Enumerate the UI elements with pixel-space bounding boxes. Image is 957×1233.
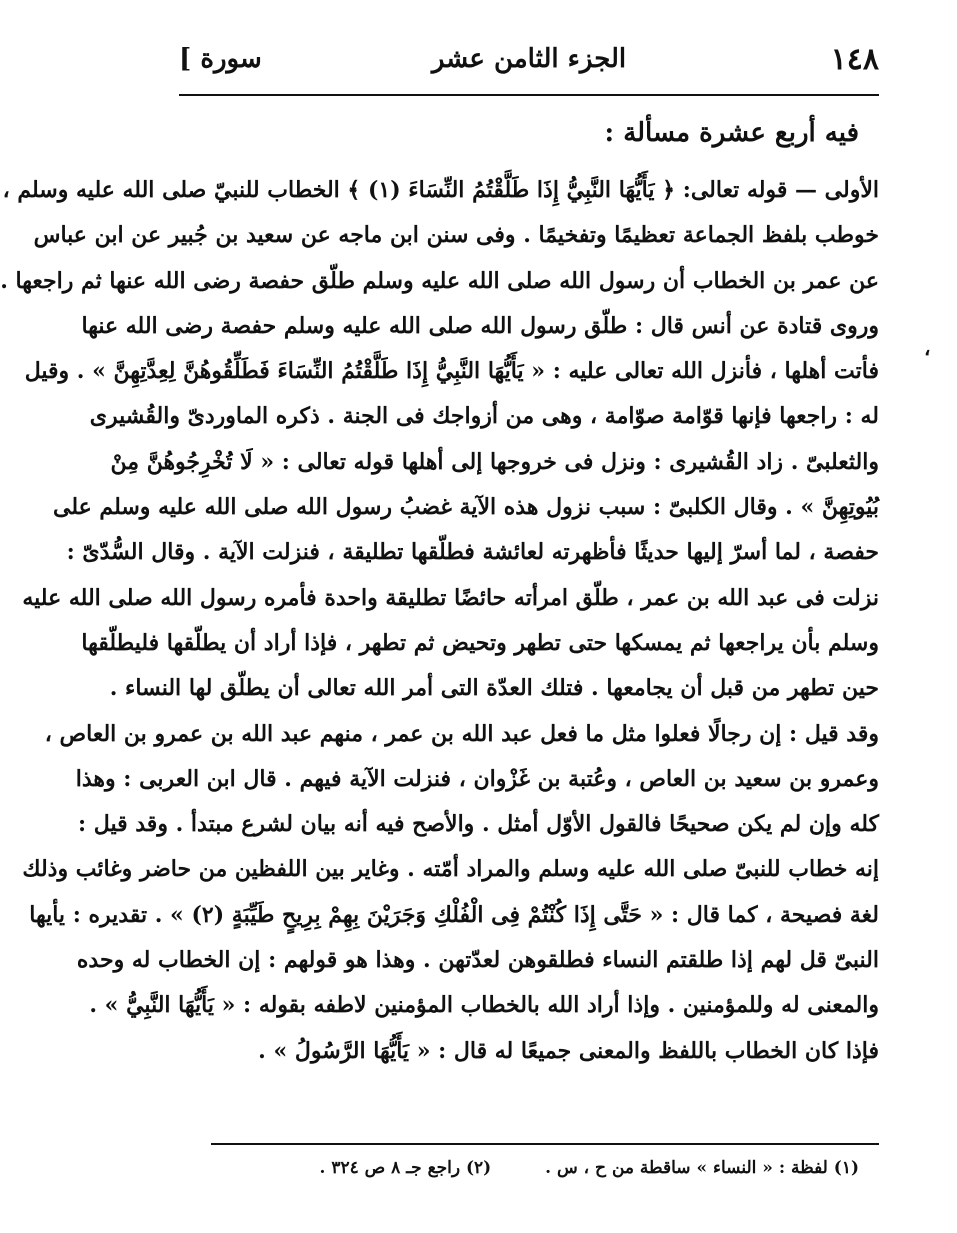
text-line: وعمرو بن سعيد بن العاص ، وعُتبة بن غَزْوان ، فنزلت الآية فيهم . قال ابن العربى : وهذا [75,765,879,792]
page-number: ١٤٨ [830,42,879,77]
text-line: وسلم بأن يراجعها ثم يمسكها حتى تطهر وتحيض ثم تطهر ، فإذا أراد أن يطلّقها فليطلّقها [81,629,879,656]
header-rule [179,94,879,96]
text-line: حين تطهر من قبل أن يجامعها . فتلك العدّة التى أمر الله تعالى أن يطلّق لها النساء . [109,675,879,702]
text-line: لغة فصيحة ، كما قال : « حَتَّى إِذَا كُنْتُمْ فِى الْفُلْكِ وَجَرَيْنَ بِهِمْ بِرِيحٍ طَيِّبَةٍ (٢) » . تقديره : يأيها [29,901,879,928]
body-text [0,168,879,1074]
text-line: عن عمر بن الخطاب أن رسول الله صلى الله عليه وسلم طلّق حفصة رضى الله عنها ثم راجعها . [0,267,879,294]
surah-label: سورة ] [179,44,262,74]
margin-mark: ، [924,336,931,360]
section-heading: فيه أربع عشرة مسألة : [604,118,859,148]
text-line: فإذا كان الخطاب باللفظ والمعنى جميعًا له قال : « يَأَيُّهَا الرَّسُولُ » . [258,1037,879,1064]
text-line: خوطب بلفظ الجماعة تعظيمًا وتفخيمًا . وفى سنن ابن ماجه عن سعيد بن جُبير عن ابن عباس [33,222,879,249]
text-line: الأولى — قوله تعالى: ﴿ يَأَيُّهَا النَّبِيُّ إِذَا طَلَّقْتُمُ النِّسَاءَ (١) ﴾ الخطاب للنبيّ صلى الله عليه وسلم ، [2,177,879,203]
footnote-1: (١) لفظة : « النساء » ساقطة من ح ، س . [545,1158,859,1178]
text-line: له : راجعها فإنها قوّامة صوّامة ، وهى من أزواجك فى الجنة . ذكره الماوردىّ والقُشيرى [89,403,879,430]
footnotes [271,1158,859,1178]
footnote-2: (٢) راجع جـ ٨ ص ٣٢٤ . [319,1158,492,1178]
text-line: بُيُوتِهِنَّ » . وقال الكلبىّ : سبب نزول هذه الآية غضبُ رسول الله صلى الله عليه وسلم على [53,494,879,521]
text-line: نزلت فى عبد الله بن عمر ، طلّق امرأته حائضًا تطليقة واحدة فأمره رسول الله صلى الله عليه [22,584,879,611]
footnote-rule [211,1143,879,1145]
text-line: والمعنى له وللمؤمنين . وإذا أراد الله بالخطاب المؤمنين لاطفه بقوله : « يَأَيُّهَا النَّبِيُّ » . [89,992,879,1019]
running-title: الجزء الثامن عشر [431,44,627,74]
text-line: وقد قيل : إن رجالًا فعلوا مثل ما فعل عبد الله بن عمر ، منهم عبد الله بن عمرو بن العاص ، [44,720,879,747]
text-line: وروى قتادة عن أنس قال : طلّق رسول الله صلى الله عليه وسلم حفصة رضى الله عنها [81,312,879,339]
text-line: إنه خطاب للنبىّ صلى الله عليه وسلم والمراد أمّته . وغاير بين اللفظين من حاضر وغائب وذلك [22,856,879,883]
text-line: النبىّ قل لهم إذا طلقتم النساء فطلقوهن لعدّتهن . وهذا هو قولهم : إن الخطاب له وحده [76,947,879,974]
text-line: فأتت أهلها ، فأنزل الله تعالى عليه : « يَأَيُّهَا النَّبِيُّ إِذَا طَلَّقْتُمُ النِّسَاءَ فَطَلِّقُوهُنَّ لِعِدَّتِهِنَّ » . وقيل [24,358,879,385]
text-line: حفصة ، لما أسرّ إليها حديثًا فأظهرته لعائشة فطلّقها تطليقة ، فنزلت الآية . وقال السُّدّىّ : [66,539,879,566]
text-line: كله وإن لم يكن صحيحًا فالقول الأوّل أمثل . والأصح فيه أنه بيان لشرع مبتدأ . وقد قيل : [78,811,879,838]
page-header [179,38,879,88]
text-line: والثعلبىّ . زاد القُشيرى : ونزل فى خروجها إلى أهلها قوله تعالى : « لَا تُخْرِجُوهُنَّ مِنْ [110,448,879,475]
